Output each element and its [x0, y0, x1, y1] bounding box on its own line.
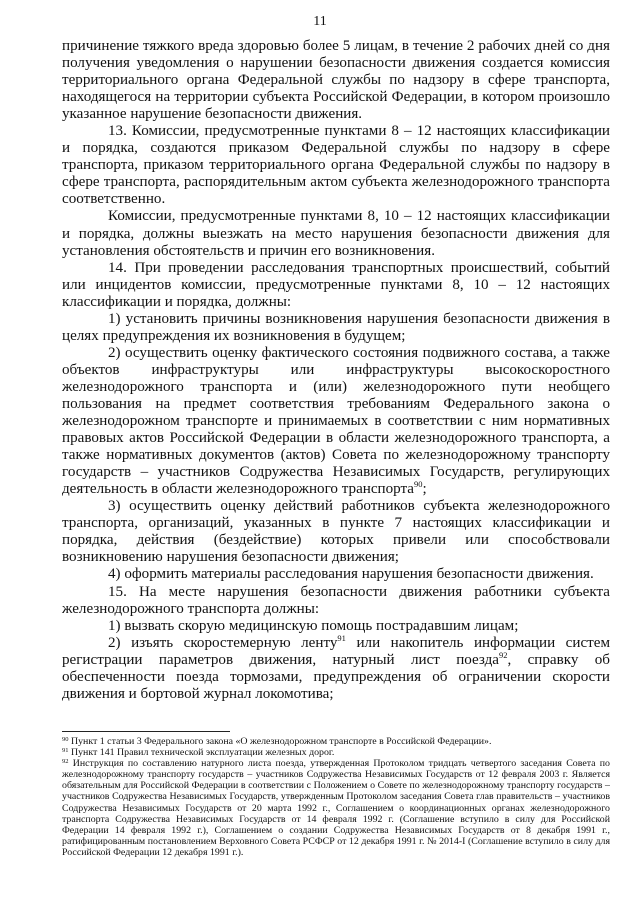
paragraph-14: 14. При проведении расследования транспортных происшествий, событий или инцидентов комиссии, предусмотренные пунктами 8, 10 – 12 настоящих классификации и порядка, должны: — [62, 259, 610, 310]
item-15-2-part-b: или накопитель информации систем регистрации параметров движения, натурный лист поезда — [62, 634, 610, 668]
footnote-ref-90: 90 — [414, 479, 423, 490]
footnote-92-text: Инструкция по составлению натурного листа поезда, утвержденная Протоколом тридцать четвертого заседания Совета по железнодорожному транспорту государств – участников Содружества Независимых Государств от 12 февраля 2003 г. Является обязательным для Российской Федерации в соответствии с Положением о Совете по железнодорожному транспорту государств – участников Содружества Независимых Государств, утвержденным Протоколом заседания Совета глав правительств – участников Содружества Независимых Государств от 20 марта 1992 г., Соглашением о координационных органах железнодорожного транспорта Содружества Независимых Государств от 14 февраля 1992 г. (Соглашение вступило в силу для Российской Федерации 14 февраля 1992 г.), Соглашением о создании Содружества Независимых Государств от 8 декабря 1991 г., ратифицированным постановлением Верховного Совета РСФСР от 12 декабря 1991 г. № 2014-I (Соглашение вступило в силу для Российской Федерации 12 декабря 1991 г.). — [62, 758, 610, 858]
footnote-separator — [62, 731, 230, 732]
item-15-2-part-c: , справку об обеспеченности поезда тормозами, предупреждения об ограничении скорости движения и бортовой журнал локомотива; — [62, 651, 610, 702]
paragraph-13: 13. Комиссии, предусмотренные пунктами 8 – 12 настоящих классификации и порядка, создаются приказом Федеральной службы по надзору в сфере транспорта, приказом территориального органа Федеральной службы по надзору в сфере транспорта, распорядительным актом субъекта железнодорожного транспорта соответственно. — [62, 123, 610, 208]
paragraph-14-item-2 — [62, 345, 610, 498]
paragraph-15: 15. На месте нарушения безопасности движения работники субъекта железнодорожного транспорта должны: — [62, 583, 610, 617]
item-2-end: ; — [422, 481, 427, 498]
paragraph-commissions: Комиссии, предусмотренные пунктами 8, 10 – 12 настоящих классификации и порядка, должны выезжать на место нарушения безопасности движения для установления обстоятельств и причин его возникновения. — [62, 208, 610, 259]
footnote-91 — [62, 747, 610, 758]
footnote-91-text: Пункт 141 Правил технической эксплуатации железных дорог. — [70, 747, 335, 759]
footnote-ref-91: 91 — [337, 632, 346, 643]
paragraph-15-item-2 — [62, 632, 610, 703]
paragraph-continuation: причинение тяжкого вреда здоровью более 5 лицам, в течение 2 рабочих дней со дня получения уведомления о нарушении безопасности движения создается комиссия территориального органа Федеральной службы по надзору в сфере транспорта, находящегося на территории субъекта Российской Федерации, в котором произошло указанное нарушение безопасности движения. — [62, 38, 610, 123]
footnote-92 — [62, 758, 610, 858]
footnote-mark-92: 92 — [62, 758, 69, 766]
paragraph-15-item-1: 1) вызвать скорую медицинскую помощь пострадавшим лицам; — [108, 617, 519, 634]
paragraph-14-item-3: 3) осуществить оценку действий работников субъекта железнодорожного транспорта, организаций, указанных в пункте 7 настоящих классификации и порядка, действия (бездействие) которых привели или способствовали возникновению нарушения безопасности движения; — [62, 498, 610, 566]
footnote-mark-90: 90 — [62, 736, 69, 743]
paragraph-14-item-1: 1) установить причины возникновения нарушения безопасности движения в целях предупреждения их возникновения в будущем; — [62, 310, 610, 344]
footnote-90-text: Пункт 1 статьи 3 Федерального закона «О железнодорожном транспорте в Российской Федерации». — [70, 736, 492, 747]
footnote-90 — [62, 736, 610, 747]
footnote-ref-92: 92 — [498, 649, 508, 660]
footnote-mark-91: 91 — [62, 747, 69, 755]
item-2-text: 2) осуществить оценку фактического состояния подвижного состава, а также объектов инфраструктуры или инфраструктуры высокоскоростного железнодорожного транспорта и (или) железнодорожного пути необщего пользования на предмет соответствия требованиям Федерального закона о железнодорожном транспорте и принимаемых в соответствии с ним нормативных правовых актов Российской Федерации в области железнодорожного транспорта, а также нормативных документов (актов) Совета по железнодорожному транспорту государств – участников Содружества Независимых Государств, регулирующих деятельность в области железнодорожного транспорта — [62, 344, 610, 498]
item-15-2-part-a: 2) изъять скоростемерную ленту — [108, 634, 338, 651]
footnotes — [62, 736, 610, 858]
document-body — [62, 38, 610, 703]
paragraph-14-item-4: 4) оформить материалы расследования нарушения безопасности движения. — [108, 566, 594, 583]
page-number: 11 — [313, 14, 327, 29]
